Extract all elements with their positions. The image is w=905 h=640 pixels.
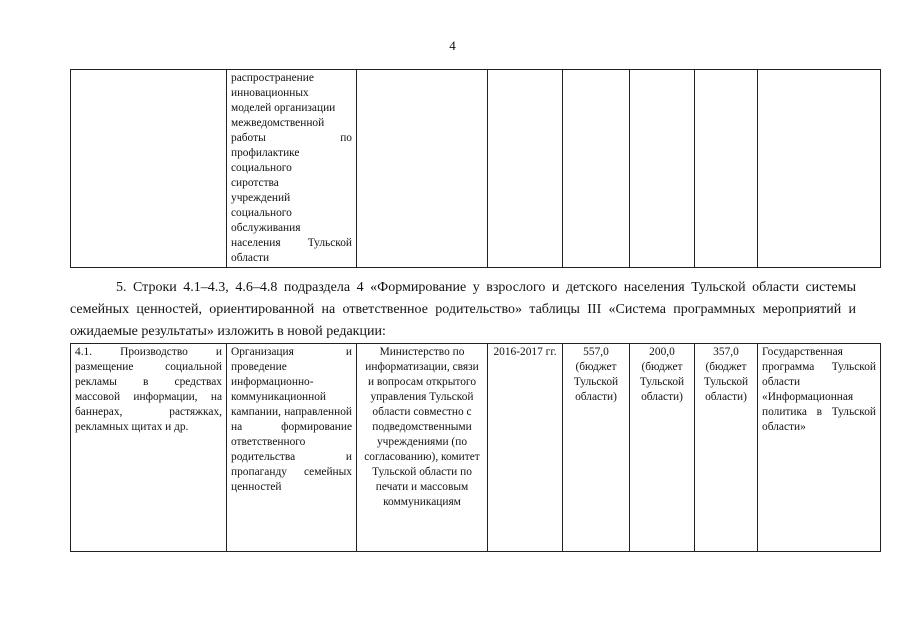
amount-2017-value: 357,0	[713, 346, 739, 358]
cell-measure-continued	[227, 70, 357, 268]
amendment-paragraph	[70, 277, 856, 343]
measure-line: профилактике	[231, 147, 300, 159]
cell-empty	[71, 70, 227, 268]
continued-table-fragment	[70, 69, 881, 268]
cell-executor: Министерство по информатизации, связи и вопросам открытого управления Тульской области совместно с подведомственными учреждениями (по согласованию), комитет Тульской области по печати и массовым коммуникациям	[357, 344, 488, 552]
measure-line: сиротства	[231, 177, 279, 189]
measure-line: межведомственной	[231, 117, 325, 129]
amount-total-note: (бюджет Тульской области)	[573, 361, 619, 403]
measure-line: обслуживания	[231, 222, 301, 234]
cell-empty	[630, 70, 695, 268]
page-number: 4	[449, 38, 456, 53]
amendment-text: 5. Строки 4.1–4.3, 4.6–4.8 подраздела 4 «Формирование у взрослого и детского населения Тульской области системы семейных ценностей, ориентированной на ответственное родительство» таблицы III «Система программных мероприятий и ожидаемые результаты» изложить в новой редакции:	[70, 280, 856, 339]
amount-2016-value: 200,0	[649, 346, 675, 358]
amount-total-value: 557,0	[583, 346, 609, 358]
cell-measure: Организация и проведение информационно-коммуникационной кампании, направленной на формирование ответственного родительства и пропаганду семейных ценностей	[227, 344, 357, 552]
cell-empty	[488, 70, 563, 268]
cell-program: Государственная программа Тульской области «Информационная политика в Тульской области»	[758, 344, 881, 552]
measure-line: области	[231, 252, 270, 264]
cell-empty	[563, 70, 630, 268]
measure-line: учреждений	[231, 192, 291, 204]
amount-2017-note: (бюджет Тульской области)	[703, 361, 749, 403]
measure-line: населения Тульской	[231, 237, 352, 249]
cell-amount-total	[563, 344, 630, 552]
cell-empty	[758, 70, 881, 268]
measure-line: социального	[231, 162, 292, 174]
measure-line: работы по	[231, 132, 352, 144]
measure-line: инновационных	[231, 87, 309, 99]
replacement-table	[70, 343, 881, 552]
cell-amount-2017	[695, 344, 758, 552]
cell-activity: 4.1. Производство и размещение социальной рекламы в средствах массовой информации, на баннерах, растяжках, рекламных щитах и др.	[71, 344, 227, 552]
cell-period: 2016-2017 гг.	[488, 344, 563, 552]
measure-line: моделей организации	[231, 102, 336, 114]
measure-line: социального	[231, 207, 292, 219]
measure-line: распространение	[231, 72, 314, 84]
cell-empty	[357, 70, 488, 268]
cell-amount-2016	[630, 344, 695, 552]
amount-2016-note: (бюджет Тульской области)	[639, 361, 685, 403]
cell-empty	[695, 70, 758, 268]
